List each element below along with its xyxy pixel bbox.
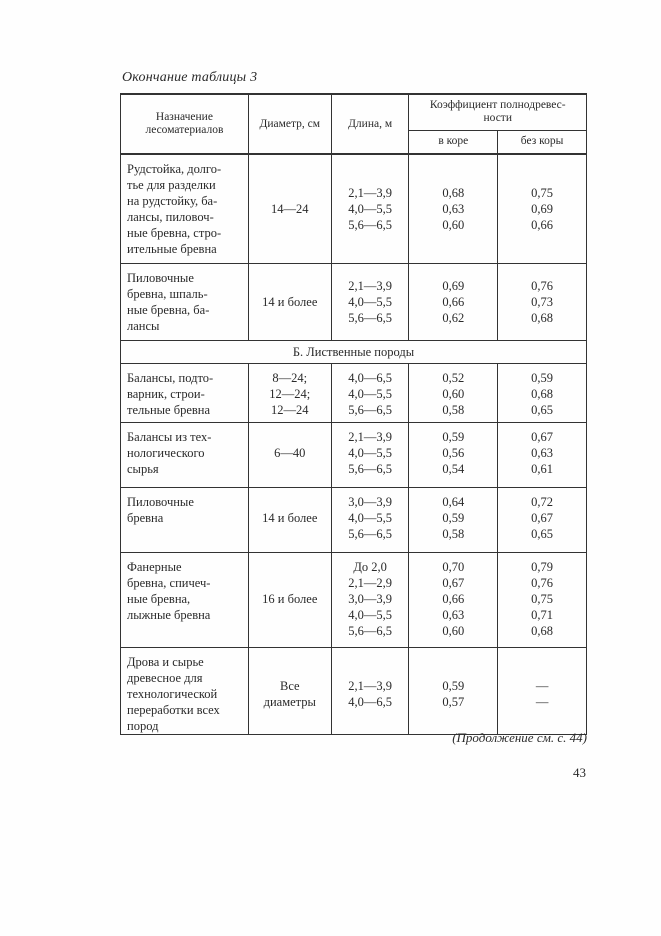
cell-line: 14 и более bbox=[262, 511, 318, 525]
header-length: Длина, м bbox=[331, 94, 409, 154]
cell-line: 0,66 bbox=[531, 218, 554, 232]
cell-line: 0,60 bbox=[442, 387, 465, 401]
cell-line: 4,0—5,5 bbox=[348, 295, 392, 309]
cell-line: 0,75 bbox=[531, 592, 554, 606]
cell-no-bark bbox=[498, 488, 587, 553]
cell-diameter bbox=[248, 264, 331, 341]
table-row bbox=[121, 648, 587, 735]
cell-no-bark bbox=[498, 648, 587, 735]
cell-line: 0,72 bbox=[531, 495, 554, 509]
header-coef-line1: Коэффициент полнодревес- bbox=[429, 99, 566, 112]
cell-line: 14 и более bbox=[262, 295, 318, 309]
cell-line: 0,69 bbox=[531, 202, 554, 216]
table-row bbox=[121, 264, 587, 341]
header-no-bark: без коры bbox=[498, 130, 587, 154]
cell-line: 2,1—3,9 bbox=[348, 186, 392, 200]
cell-diameter bbox=[248, 553, 331, 648]
cell-line: ительные бревна bbox=[127, 242, 217, 256]
cell-line: 2,1—3,9 bbox=[348, 279, 392, 293]
cell-line: 0,62 bbox=[442, 311, 465, 325]
cell-line: 14—24 bbox=[271, 202, 309, 216]
cell-length bbox=[331, 264, 409, 341]
cell-line: 0,68 bbox=[531, 387, 554, 401]
cell-line: 0,70 bbox=[442, 560, 465, 574]
cell-line: лансы bbox=[127, 319, 160, 333]
cell-line: — bbox=[535, 695, 549, 709]
cell-line: 0,57 bbox=[442, 695, 465, 709]
cell-line: 4,0—6,5 bbox=[348, 695, 392, 709]
cell-diameter bbox=[248, 648, 331, 735]
cell-line: 0,66 bbox=[442, 295, 465, 309]
cell-line: 0,71 bbox=[531, 608, 554, 622]
cell-line: бревна, спичеч- bbox=[127, 576, 211, 590]
section-row bbox=[121, 341, 587, 364]
cell-line: Пиловочные bbox=[127, 271, 194, 285]
cell-line: 0,68 bbox=[442, 186, 465, 200]
cell-line: 0,63 bbox=[442, 202, 465, 216]
header-purpose-line2: лесоматериалов bbox=[145, 124, 224, 136]
cell-line: Балансы, подто- bbox=[127, 371, 214, 385]
table-row bbox=[121, 364, 587, 423]
cell-purpose bbox=[121, 648, 249, 735]
cell-line: До 2,0 bbox=[353, 560, 387, 574]
cell-no-bark bbox=[498, 423, 587, 488]
cell-diameter bbox=[248, 364, 331, 423]
cell-purpose bbox=[121, 264, 249, 341]
cell-no-bark bbox=[498, 364, 587, 423]
cell-line: 16 и более bbox=[262, 592, 318, 606]
cell-line: 2,1—2,9 bbox=[348, 576, 392, 590]
cell-line: 4,0—5,5 bbox=[348, 387, 392, 401]
cell-line: 5,6—6,5 bbox=[348, 624, 392, 638]
cell-line: 0,79 bbox=[531, 560, 554, 574]
cell-diameter bbox=[248, 488, 331, 553]
cell-line: 12—24; bbox=[269, 387, 311, 401]
cell-line: диаметры bbox=[263, 695, 316, 709]
cell-no-bark bbox=[498, 154, 587, 264]
cell-with-bark bbox=[409, 423, 498, 488]
cell-length bbox=[331, 553, 409, 648]
cell-line: 0,60 bbox=[442, 624, 465, 638]
header-coef-line2: ности bbox=[483, 112, 512, 125]
cell-purpose bbox=[121, 488, 249, 553]
header-diameter: Диаметр, см bbox=[248, 94, 331, 154]
cell-line: бревна bbox=[127, 511, 164, 525]
cell-line: 12—24 bbox=[271, 403, 309, 417]
cell-line: 0,56 bbox=[442, 446, 465, 460]
cell-line: 0,58 bbox=[442, 403, 465, 417]
cell-line: 0,69 bbox=[442, 279, 465, 293]
cell-with-bark bbox=[409, 364, 498, 423]
cell-line: 0,65 bbox=[531, 403, 554, 417]
cell-line: 0,76 bbox=[531, 279, 554, 293]
cell-line: 4,0—5,5 bbox=[348, 608, 392, 622]
cell-line: 0,75 bbox=[531, 186, 554, 200]
cell-line: лыжные бревна bbox=[127, 608, 211, 622]
cell-line: 4,0—6,5 bbox=[348, 371, 392, 385]
cell-purpose bbox=[121, 364, 249, 423]
cell-line: 0,58 bbox=[442, 527, 465, 541]
cell-line: 5,6—6,5 bbox=[348, 311, 392, 325]
header-purpose-line1: Назначение bbox=[155, 111, 213, 123]
continuation-note: (Продолжение см. с. 44) bbox=[452, 730, 587, 745]
cell-line: бревна, шпаль- bbox=[127, 287, 208, 301]
cell-line: Балансы из тех- bbox=[127, 430, 212, 444]
cell-with-bark bbox=[409, 154, 498, 264]
cell-line: 2,1—3,9 bbox=[348, 679, 392, 693]
table-caption: Окончание таблицы 3 bbox=[122, 70, 258, 85]
header-purpose bbox=[121, 94, 249, 154]
lumber-coefficient-table bbox=[120, 93, 587, 735]
cell-line: ные бревна, ба- bbox=[127, 303, 210, 317]
cell-line: Фанерные bbox=[127, 560, 182, 574]
cell-line: 5,6—6,5 bbox=[348, 403, 392, 417]
cell-line: варник, строи- bbox=[127, 387, 205, 401]
cell-purpose bbox=[121, 154, 249, 264]
cell-line: 0,59 bbox=[442, 430, 465, 444]
cell-length bbox=[331, 364, 409, 423]
table-row bbox=[121, 154, 587, 264]
cell-purpose bbox=[121, 423, 249, 488]
cell-line: на рудстойку, ба- bbox=[127, 194, 218, 208]
cell-line: ные бревна, стро- bbox=[127, 226, 222, 240]
cell-length bbox=[331, 488, 409, 553]
cell-line: 0,68 bbox=[531, 624, 554, 638]
cell-with-bark bbox=[409, 553, 498, 648]
cell-line: 0,65 bbox=[531, 527, 554, 541]
cell-with-bark bbox=[409, 648, 498, 735]
cell-line: 5,6—6,5 bbox=[348, 527, 392, 541]
cell-line: Пиловочные bbox=[127, 495, 194, 509]
table-row bbox=[121, 423, 587, 488]
cell-line: 8—24; bbox=[272, 371, 308, 385]
cell-line: 0,54 bbox=[442, 462, 465, 476]
cell-length bbox=[331, 154, 409, 264]
cell-line: 2,1—3,9 bbox=[348, 430, 392, 444]
cell-line: 5,6—6,5 bbox=[348, 462, 392, 476]
cell-line: тельные бревна bbox=[127, 403, 211, 417]
cell-diameter bbox=[248, 423, 331, 488]
cell-line: 0,66 bbox=[442, 592, 465, 606]
cell-line: 0,59 bbox=[442, 511, 465, 525]
cell-line: 0,73 bbox=[531, 295, 554, 309]
cell-line: 0,67 bbox=[531, 511, 554, 525]
cell-length bbox=[331, 423, 409, 488]
cell-purpose bbox=[121, 553, 249, 648]
cell-line: нологического bbox=[127, 446, 205, 460]
header-with-bark: в коре bbox=[409, 130, 498, 154]
cell-line: 0,67 bbox=[442, 576, 465, 590]
cell-with-bark bbox=[409, 264, 498, 341]
cell-line: 0,67 bbox=[531, 430, 554, 444]
page-number: 43 bbox=[573, 765, 586, 780]
cell-line: 0,60 bbox=[442, 218, 465, 232]
cell-line: 4,0—5,5 bbox=[348, 202, 392, 216]
header-coefficient bbox=[409, 94, 587, 130]
cell-line: 5,6—6,5 bbox=[348, 218, 392, 232]
cell-with-bark bbox=[409, 488, 498, 553]
cell-length bbox=[331, 648, 409, 735]
cell-line: 6—40 bbox=[274, 446, 306, 460]
cell-diameter bbox=[248, 154, 331, 264]
cell-line: 0,52 bbox=[442, 371, 465, 385]
cell-line: Все bbox=[279, 679, 300, 693]
cell-line: 3,0—3,9 bbox=[348, 495, 392, 509]
cell-line: 0,68 bbox=[531, 311, 554, 325]
cell-no-bark bbox=[498, 553, 587, 648]
cell-line: 0,63 bbox=[442, 608, 465, 622]
cell-line: 0,61 bbox=[531, 462, 554, 476]
cell-line: лансы, пиловоч- bbox=[127, 210, 214, 224]
cell-line: пород bbox=[127, 719, 159, 733]
cell-line: 4,0—5,5 bbox=[348, 446, 392, 460]
cell-no-bark bbox=[498, 264, 587, 341]
cell-line: сырья bbox=[127, 462, 159, 476]
table-row bbox=[121, 553, 587, 648]
cell-line: 4,0—5,5 bbox=[348, 511, 392, 525]
section-heading: Б. Лиственные породы bbox=[121, 341, 587, 364]
cell-line: 0,59 bbox=[531, 371, 554, 385]
cell-line: 0,76 bbox=[531, 576, 554, 590]
cell-line: 0,59 bbox=[442, 679, 465, 693]
table-row bbox=[121, 488, 587, 553]
cell-line: ные бревна, bbox=[127, 592, 191, 606]
cell-line: Рудстойка, долго- bbox=[127, 162, 222, 176]
cell-line: тье для разделки bbox=[127, 178, 216, 192]
cell-line: технологической bbox=[127, 687, 218, 701]
cell-line: — bbox=[535, 679, 549, 693]
cell-line: 0,64 bbox=[442, 495, 465, 509]
cell-line: 3,0—3,9 bbox=[348, 592, 392, 606]
cell-line: Дрова и сырье bbox=[127, 655, 204, 669]
cell-line: древесное для bbox=[127, 671, 203, 685]
cell-line: 0,63 bbox=[531, 446, 554, 460]
cell-line: переработки всех bbox=[127, 703, 220, 717]
